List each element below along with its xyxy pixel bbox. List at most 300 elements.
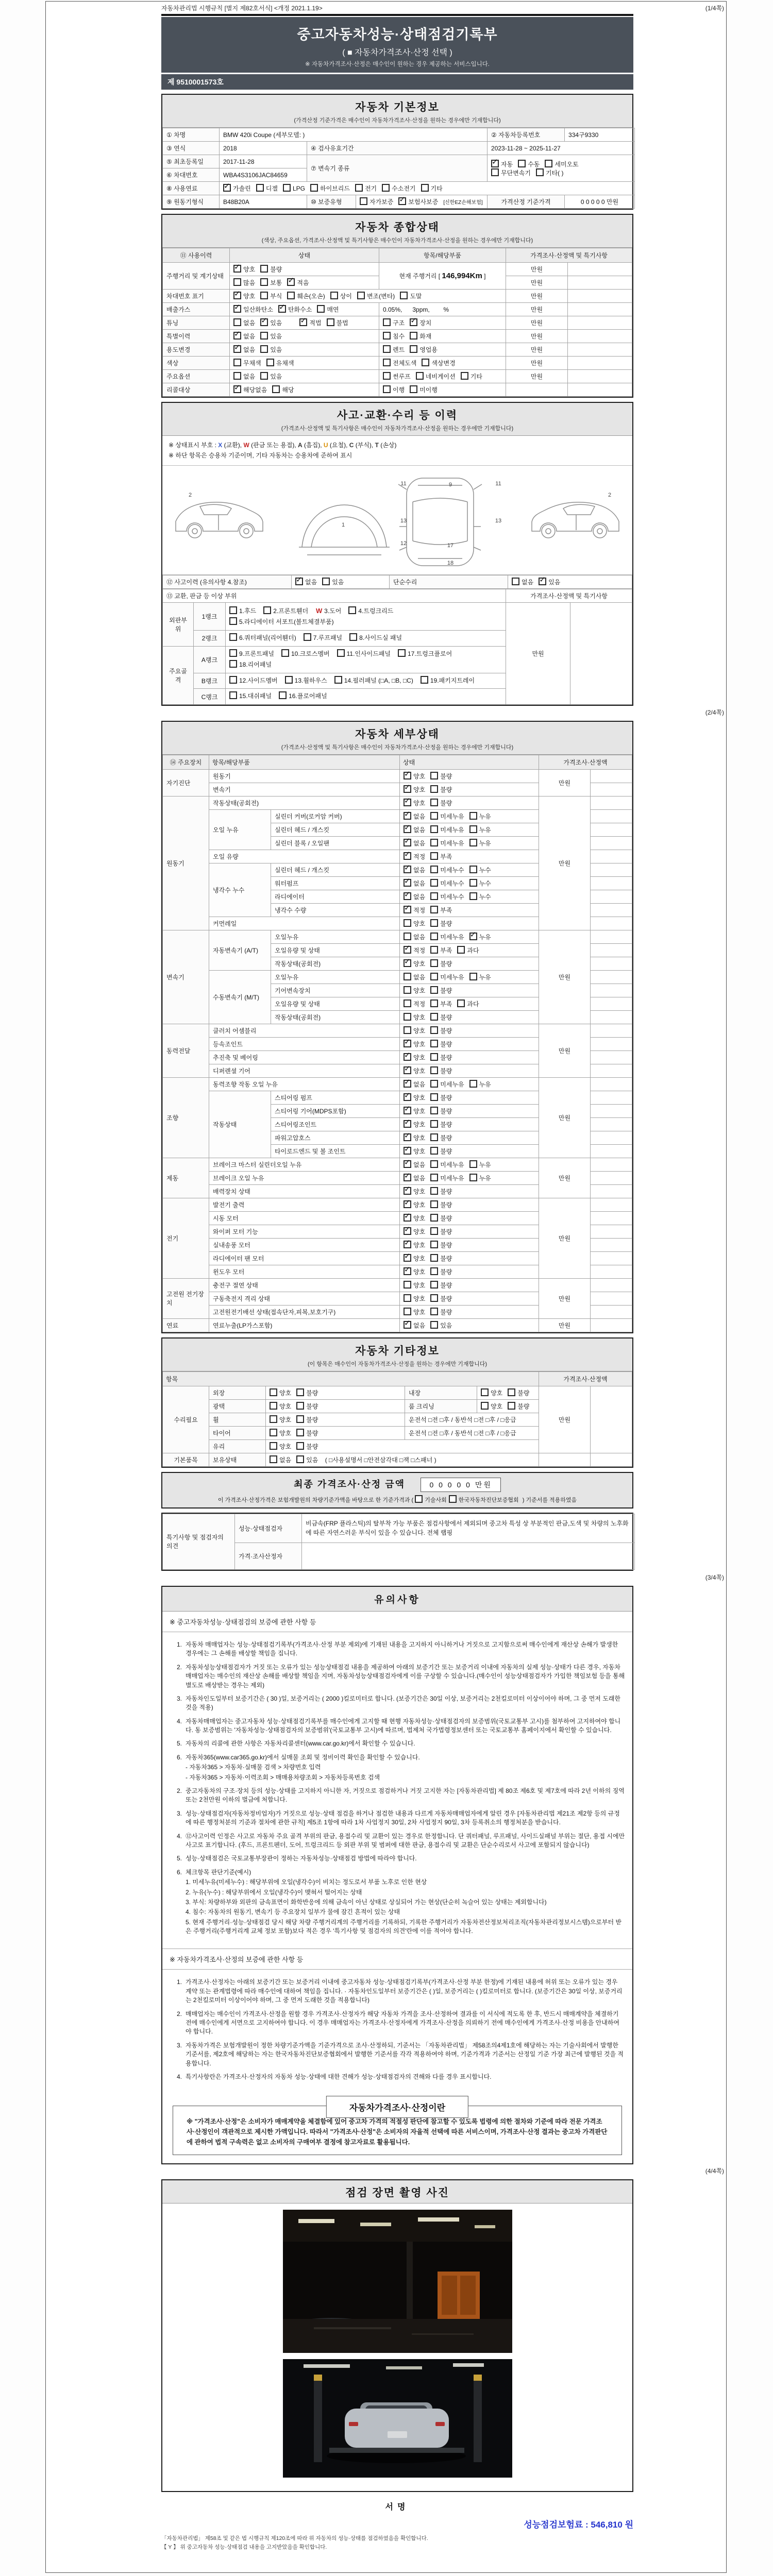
checkbox-label: 양호 <box>413 1281 426 1289</box>
notice-text: 성능·상태점검은 국토교통부장관이 정하는 자동차성능·상태점검 방법에 따라야 합니다. <box>186 1855 417 1862</box>
checkbox-label: 양호 <box>413 1134 426 1142</box>
checkbox-option <box>233 345 255 354</box>
checkbox-option <box>404 1200 425 1209</box>
item-label: 실린더 커버(로커암 커버) <box>271 809 400 823</box>
checkbox-label: 자가보증 <box>369 198 394 206</box>
checked-checkbox <box>404 1080 411 1088</box>
basic-info-table <box>162 128 635 209</box>
state-cell <box>400 1238 539 1251</box>
checkbox-label: 누수 <box>479 866 491 874</box>
note-cell <box>591 876 632 890</box>
definition-box-title: 자동차가격조사·산정이란 <box>326 2096 468 2118</box>
checkbox-option <box>410 385 438 394</box>
state-cell <box>400 1117 539 1131</box>
checkbox-label: 구조 <box>393 319 405 327</box>
price-cell: 만원 <box>539 796 591 930</box>
unchecked-checkbox <box>270 1415 277 1423</box>
unchecked-checkbox <box>404 1294 411 1302</box>
unchecked-checkbox <box>266 359 274 366</box>
note-cell <box>591 1292 632 1305</box>
notice-subline: - 자동차365 > 자동차·이력조회 > 매매용차량조회 > 자동차등록번호 검색 <box>186 1773 380 1781</box>
subgroup-label: 작동상태 <box>209 1091 271 1158</box>
unchecked-checkbox <box>430 852 438 860</box>
checkbox-label: 미세누수 <box>440 866 464 874</box>
checked-checkbox <box>223 184 231 192</box>
checkbox-label: 보험사보증 <box>408 198 439 206</box>
checkbox-label: 없음 <box>243 346 256 353</box>
checked-checkbox <box>260 318 268 326</box>
checkbox-option <box>404 986 425 995</box>
notice-number: 1. <box>176 1640 182 1648</box>
price-cell: 만원 <box>539 1158 591 1198</box>
checkbox-label: 기술사회 <box>425 1497 447 1503</box>
unchecked-checkbox <box>430 1053 438 1061</box>
checkbox-label: 양호 <box>279 1402 292 1410</box>
note-cell <box>591 1171 632 1184</box>
checkbox-option <box>404 839 425 848</box>
other-info-table <box>162 1371 632 1467</box>
vin-label: ⑥ 차대번호 <box>163 168 220 182</box>
unchecked-checkbox <box>430 1281 438 1289</box>
note-cell <box>568 316 632 330</box>
checkbox-option <box>404 812 425 821</box>
checkbox-option <box>404 973 425 981</box>
checkbox-option <box>430 825 464 834</box>
unchecked-checkbox <box>410 385 417 393</box>
price-cell: 만원 <box>539 930 591 1024</box>
inspection-photo-2 <box>283 2359 512 2478</box>
state-cell <box>400 903 539 917</box>
checkbox-option <box>404 1254 425 1263</box>
note-cell <box>591 1024 632 1037</box>
checkbox-option <box>469 933 491 941</box>
reg-no-value: 334구9330 <box>565 128 635 142</box>
first-reg-value: 2017-11-28 <box>220 155 307 168</box>
item-label: 윈도우 모터 <box>209 1265 400 1278</box>
checked-checkbox <box>295 578 303 585</box>
rank-label: C랭크 <box>194 689 226 705</box>
row-label: 색상 <box>163 357 230 370</box>
note-cell <box>591 1064 632 1077</box>
checkbox-label: 하이브리드 <box>320 185 350 192</box>
checkbox-label: 양호 <box>413 772 426 780</box>
checkbox-label: 양호 <box>413 1255 426 1262</box>
checkbox-option <box>461 372 482 381</box>
rank-label: 1랭크 <box>194 602 226 630</box>
special-notes-section <box>161 1513 633 1571</box>
car-name-value: BMW 420i Coupe (세부모델: ) <box>220 128 488 142</box>
checkbox-label: 상이 <box>340 293 352 300</box>
checkbox-option <box>296 1455 318 1464</box>
checkbox-label: 있음 <box>270 346 282 353</box>
unchecked-checkbox <box>469 839 477 846</box>
state-cell <box>400 1171 539 1184</box>
item-label: 클러치 어셈블리 <box>209 1024 400 1037</box>
note-cell <box>591 1278 632 1292</box>
diagram-part-number: 9 <box>448 481 452 488</box>
insurance-fee-value: 546,810 원 <box>591 2520 633 2530</box>
checkbox-option <box>508 1402 529 1411</box>
checkbox-label: 도말 <box>410 293 422 300</box>
checkbox-label: 누유 <box>479 826 491 834</box>
checkbox-label: 불량 <box>440 1281 452 1289</box>
notice-item <box>170 1694 625 1713</box>
checkbox-label: 불량 <box>440 1268 452 1276</box>
price-cell: 만원 <box>506 370 568 383</box>
checkbox-label: 없음 <box>522 578 534 586</box>
checkbox-option <box>508 1388 529 1397</box>
notice-number: 6. <box>176 1868 182 1876</box>
notice-number: 4. <box>176 2073 182 2080</box>
checkbox-label: 불량 <box>440 1121 452 1128</box>
checkbox-label: 누유 <box>479 1161 491 1168</box>
fuel-label: ⑧ 사용연료 <box>163 182 220 195</box>
checkbox-label: 해당없음 <box>243 386 267 394</box>
legend-note: ※ 하단 항목은 승용차 기준이며, 기타 자동차는 승용차에 준하여 표시 <box>169 452 352 460</box>
notice-number: 2. <box>176 1787 182 1795</box>
checkbox-option <box>383 385 405 394</box>
checkbox-option <box>404 1013 425 1022</box>
unchecked-checkbox <box>404 1308 411 1315</box>
row-label: 특별이력 <box>163 330 230 343</box>
unchecked-checkbox <box>383 318 391 326</box>
checkbox-label: 없음 <box>413 973 426 981</box>
unchecked-checkbox <box>430 906 438 913</box>
checked-checkbox <box>404 1241 411 1248</box>
checkbox-option <box>382 184 415 193</box>
checkbox-option <box>404 1267 425 1276</box>
checkbox-option <box>430 1281 452 1290</box>
checkbox-label: 가솔린 <box>233 185 251 192</box>
checkbox-option <box>430 879 464 888</box>
checked-checkbox <box>278 305 286 313</box>
diagram-part-number: 2 <box>188 492 192 498</box>
subgroup-label: 오일 누유 <box>209 809 271 850</box>
section-note: (색상, 주요옵션, 가격조사·산정액 및 특기사항은 매수인이 자동차가격조사·산정을 원하는 경우에만 기재합니다) <box>261 238 533 244</box>
unchecked-checkbox <box>404 986 411 994</box>
unchecked-checkbox <box>421 676 428 684</box>
checkbox-option <box>430 1026 452 1035</box>
legend-symbol: A <box>298 442 303 449</box>
checkbox-label: 양호 <box>413 1107 426 1115</box>
repair-group-label: 수리필요 <box>163 1386 209 1453</box>
checkbox-option <box>430 1267 452 1276</box>
checked-checkbox <box>469 933 477 940</box>
notice-item <box>170 1717 625 1735</box>
unchecked-checkbox <box>430 1066 438 1074</box>
checkbox-label: 양호 <box>413 1027 426 1035</box>
checkbox-label: 불량 <box>517 1402 530 1410</box>
notice-text: 자동차가격은 보험개발원이 정한 차량기준가액을 기준가격으로 조사·산정하되, 기준서는 「자동차관리법」 제58조의4제1호에 해당하는 자는 기술사회에서 발행한 기준서를, 제2호에 해당하는 자는 한국자동차진단보증협회에서 발행한 기준서를 각각 적용하여야 하며, 기준가격과 기준서는 산정일 기준 가장 최근에 발행된 것을 적용합니다. <box>186 2041 624 2067</box>
unchecked-checkbox <box>357 292 365 299</box>
device-label: 전기 <box>163 1198 209 1278</box>
rank-label: B랭크 <box>194 673 226 689</box>
section-note: (가격조사·산정액 및 특기사항은 매수인이 자동차가격조사·산정을 원하는 경우에만 기재합니다) <box>281 744 514 751</box>
item-cell <box>379 316 506 330</box>
notice-text: 체크항목 판단기준(예시) 1. 미세누유(미세누수) : 해당부위에 오일(냉각수)이 비치는 정도로서 부품 노후로 인한 현상 2. 누유(누수) : 해당부위에서 오일(냉각수)이 맺혀서 떨어지는 상태 3. 부식: 차량하부와 외판의 금속표면이 화학반응에 의해 금속이 아닌 상태로 상실되어 가는 현상(단순히 녹슬어 있는 상태는 제외합니다) 4. 침수: 자동차의 원동기, 변속기 등 주요장치 일부가 물에 잠긴 흔적이 있는 상태 5. 현재 주행거리·성능·상태점검 당시 해당 차량 주행거리계의 주행거리를 기록하되, 기록한 주행거리가 자동차전산정보처리조직(자동차관리정보시스템)으로부터 받은 주행거리(주행거리계 교체 정보 포함)보다 적은 경우 '특기사항 및 점검자의 의견'란에 이를 적어야 합니다. <box>186 1868 625 1936</box>
unchecked-checkbox <box>481 1388 489 1396</box>
state-cell <box>400 997 539 1010</box>
item-label: 와이퍼 모터 기능 <box>209 1225 400 1238</box>
checkbox-option <box>404 852 425 861</box>
price-cell: 만원 <box>506 330 568 343</box>
note-cell <box>591 1077 632 1091</box>
notice-text: 중고자동차의 구조·장치 등의 성능·상태를 고지하지 아니한 자, 거짓으로 점검하거나 거짓 고지한 자는 [자동차관리법] 제 80조 제6호 및 제7호에 따라 2년 이하의 징역 또는 2천만원 이하의 벌금에 처합니다. <box>186 1787 625 1804</box>
inspection-photos-section <box>161 2179 633 2492</box>
checked-checkbox <box>410 318 417 326</box>
item-cell: 0.05%, 3ppm, % <box>379 303 506 316</box>
diagram-part-number: 17 <box>447 542 454 549</box>
checkbox-label: 부족 <box>440 1000 452 1008</box>
note-cell <box>568 290 632 303</box>
price-cell <box>506 383 568 397</box>
column-header: 가격조사·산정액 <box>539 1371 632 1386</box>
repair-extra: 운전석 □전 □후 / 동반석 □전 □후 / □응급 <box>405 1426 539 1439</box>
unchecked-checkbox <box>430 919 438 927</box>
unchecked-checkbox <box>430 933 438 940</box>
item-label: 구동축전지 격리 상태 <box>209 1292 400 1305</box>
checkbox-label: 장치 <box>419 319 432 327</box>
document-header <box>161 17 633 73</box>
insurance-fee-line <box>161 2517 633 2530</box>
notice-text: 자동차성능상태점검자가 거짓 또는 오류가 있는 성능상태점검 내용을 제공하여 아래의 보증기간 또는 보증거리 이내에 자동차의 실제 성능·상태가 다른 경우, 자동차매매업자는 매수인의 재산상 손해를 배상할 책임을 지며, 자동차성능상태점검자에게 이를 구상할 수 있습니다.(매수인이 성능상태점검자가 가입한 책임보험 등을 통해 별도로 배상받는 경우는 제외) <box>186 1663 625 1689</box>
checkbox-label: 일산화탄소 <box>243 306 273 313</box>
checkbox-label: 미세누유 <box>440 1161 464 1168</box>
unchecked-checkbox <box>430 1267 438 1275</box>
checkbox-option <box>404 772 425 781</box>
unchecked-checkbox <box>229 649 237 657</box>
checkbox-option <box>430 1227 452 1236</box>
unchecked-checkbox <box>430 1254 438 1262</box>
checkbox-option <box>512 578 533 586</box>
unchecked-checkbox <box>430 1147 438 1155</box>
checkbox-label: 적음 <box>297 279 309 286</box>
checkbox-option <box>404 1147 425 1156</box>
note-cell <box>591 1238 632 1251</box>
item-label: 스티어링조인트 <box>271 1117 400 1131</box>
checkbox-option <box>404 866 425 874</box>
state-cell <box>400 1158 539 1171</box>
unchecked-checkbox <box>449 1495 457 1503</box>
state-cell <box>400 1050 539 1064</box>
checkbox-label: 양호 <box>413 1214 426 1222</box>
checkbox-label: 유채색 <box>276 360 294 367</box>
note-cell <box>591 903 632 917</box>
checkbox-option <box>270 1402 291 1411</box>
document-number: 제 9510001573호 <box>161 74 633 90</box>
state-cell <box>400 1305 539 1318</box>
item-label: 추진축 및 베어링 <box>209 1050 400 1064</box>
checkbox-label: 있음 <box>440 1321 452 1329</box>
unchecked-checkbox <box>491 168 499 176</box>
note-cell <box>591 1010 632 1024</box>
unchecked-checkbox <box>355 184 363 192</box>
checkbox-label: 없음 <box>279 1456 292 1464</box>
unchecked-checkbox <box>398 649 406 657</box>
note-cell <box>568 343 632 357</box>
checkbox-label: 훼손(오손) <box>297 293 325 300</box>
checkbox-label: 매연 <box>327 306 339 313</box>
checkbox-label: 렌트 <box>393 346 405 353</box>
subgroup-label: 수동변속기 (M/T) <box>209 970 271 1024</box>
note-cell <box>591 1386 632 1453</box>
checked-checkbox <box>404 1200 411 1208</box>
checkbox-option <box>469 866 491 874</box>
subgroup-label: 자동변속기 (A/T) <box>209 930 271 970</box>
checkbox-label: 없음 <box>413 1174 426 1182</box>
notice-item <box>170 2010 625 2037</box>
car-diagram-svg <box>165 470 629 569</box>
device-label: 원동기 <box>163 796 209 930</box>
checkbox-label: 불법 <box>336 319 348 327</box>
checkbox-option <box>296 1388 318 1397</box>
state-cell <box>400 809 539 823</box>
unchecked-checkbox <box>469 812 477 820</box>
price-cell: 만원 <box>539 1077 591 1158</box>
unchecked-checkbox <box>469 825 477 833</box>
checkbox-label: 있음 <box>332 578 344 586</box>
notice-text: ⑫사고이력 인정은 사고로 자동차 주요 골격 부위의 판금, 용접수리 및 교환이 있는 경우로 한정합니다. 단 쿼터패널, 루프패널, 사이드실패널 부위는 절단, 용접 시에만 사고로 표기합니다. (후드, 프론트펜더, 도어, 트렁크리드 등 외판 부위 및 범퍼에 대한 판금, 용접수리 및 교환은 단순수리로서 사고에 포함되지 않습니다) <box>186 1832 625 1849</box>
checkbox-option <box>430 866 464 874</box>
checkbox-option <box>233 385 267 394</box>
notices-subtitle-2: ※ 자동차가격조사·산정의 보증에 관한 사항 등 <box>162 1948 632 1970</box>
state-cell <box>400 917 539 930</box>
item-label: 파워고압호스 <box>271 1131 400 1144</box>
item-label: 워터펌프 <box>271 876 400 890</box>
unchecked-checkbox <box>430 1241 438 1248</box>
checkbox-label: 변조(변타) <box>366 293 395 300</box>
checkbox-label: 양호 <box>413 799 426 807</box>
checkbox-label: 불량 <box>440 1228 452 1235</box>
row-label: 용도변경 <box>163 343 230 357</box>
section-header <box>162 722 632 755</box>
unchecked-checkbox <box>469 892 477 900</box>
overall-status-section <box>161 214 633 398</box>
unchecked-checkbox <box>281 649 289 657</box>
checked-checkbox <box>404 799 411 806</box>
note-cell <box>568 357 632 370</box>
signature-title: 서명 <box>385 2503 410 2512</box>
checkbox-option <box>469 973 491 981</box>
checkbox-label: 불량 <box>306 1402 318 1410</box>
checkbox-option <box>469 892 491 901</box>
checkbox-label: 누유 <box>479 973 491 981</box>
regulation-text: 자동차관리법 시행규칙 [별지 제82호서식] <개정 2021.1.19> <box>161 5 323 12</box>
checkbox-label: 불량 <box>440 1107 452 1115</box>
price-cell: 만원 <box>506 290 568 303</box>
transmission-options <box>488 155 635 182</box>
photo-area <box>162 2204 632 2491</box>
checked-checkbox <box>404 1214 411 1222</box>
note-cell <box>591 1091 632 1104</box>
unchecked-checkbox <box>481 1402 489 1410</box>
section-title: 자동차 종합상태 <box>355 222 440 233</box>
unchecked-checkbox <box>430 866 438 873</box>
warranty-label: ⑩ 보증유형 <box>307 195 356 209</box>
checkbox-option <box>430 1174 464 1182</box>
item-label: 작동상태(공회전) <box>271 957 400 970</box>
state-cell <box>400 823 539 836</box>
unchecked-checkbox <box>383 372 391 380</box>
checked-checkbox <box>404 1107 411 1114</box>
price-cell <box>539 1453 591 1466</box>
item-label: 실린더 헤드 / 개스킷 <box>271 823 400 836</box>
repair-extra: 운전석 □전 □후 / 동반석 □전 □후 / □응급 <box>405 1413 539 1426</box>
signature-area <box>161 2500 633 2551</box>
repair-mark-w: W <box>316 606 323 615</box>
unchecked-checkbox <box>415 1495 423 1503</box>
item-label: 라디에이터 <box>271 890 400 903</box>
checked-checkbox <box>404 812 411 820</box>
checkbox-label: 과다 <box>467 1000 479 1008</box>
checkbox-label: 침수 <box>393 333 405 340</box>
note-cell <box>591 930 632 943</box>
checkbox-option <box>430 933 464 941</box>
checkbox-option <box>430 1093 452 1102</box>
item-label: 발전기 출력 <box>209 1198 400 1211</box>
checkbox-option <box>404 879 425 888</box>
checkbox-label: 없음 <box>413 826 426 834</box>
unchecked-checkbox <box>229 617 237 625</box>
unchecked-checkbox <box>296 1442 304 1450</box>
checkbox-label: 양호 <box>413 1241 426 1249</box>
note-cell <box>591 809 632 823</box>
state-cell <box>400 876 539 890</box>
unchecked-checkbox <box>469 973 477 980</box>
price-cell: 만원 <box>506 357 568 370</box>
checkbox-label: 미세누유 <box>440 826 464 834</box>
repair-item-label: 타이어 <box>209 1426 266 1439</box>
price-appraisal-definition-box <box>173 2103 622 2155</box>
checkbox-option <box>449 1495 519 1504</box>
overall-status-table <box>162 248 632 397</box>
checkbox-option <box>260 278 282 287</box>
checkbox-option <box>355 184 377 193</box>
fuel-options <box>220 182 635 195</box>
checkbox-option <box>430 812 464 821</box>
checkbox-label: 양호 <box>413 1201 426 1209</box>
state-cell <box>400 1211 539 1225</box>
unchecked-checkbox <box>229 660 237 668</box>
state-cell <box>400 769 539 783</box>
notice-item <box>170 2073 625 2081</box>
checked-checkbox <box>404 1254 411 1262</box>
checkbox-label: 양호 <box>413 1054 426 1061</box>
checkbox-label: 적정 <box>413 1000 426 1008</box>
checkbox-option <box>536 168 564 177</box>
checkbox-option <box>278 305 312 314</box>
note-cell <box>568 330 632 343</box>
state-cell <box>400 1064 539 1077</box>
item-label: 커먼레일 <box>209 917 400 930</box>
note-cell <box>591 1158 632 1171</box>
checkbox-option <box>545 160 578 168</box>
notice-item <box>170 1787 625 1805</box>
note-cell <box>591 970 632 984</box>
diagram-part-number: 11 <box>400 480 407 487</box>
unchecked-checkbox <box>404 999 411 1007</box>
row-label: 차대번호 표기 <box>163 290 230 303</box>
checkbox-label: 양호 <box>413 1094 426 1101</box>
checkbox-option <box>404 1294 425 1303</box>
state-cell <box>400 970 539 984</box>
checkbox-option <box>430 1133 452 1142</box>
state-cell <box>400 1104 539 1117</box>
document-subtitle-note: ※ 자동차가격조사·산정은 매수인이 원하는 경우 제공하는 서비스입니다. <box>305 61 490 67</box>
unchecked-checkbox <box>430 825 438 833</box>
checkbox-label: 누유 <box>479 933 491 941</box>
checkbox-option <box>404 919 425 928</box>
